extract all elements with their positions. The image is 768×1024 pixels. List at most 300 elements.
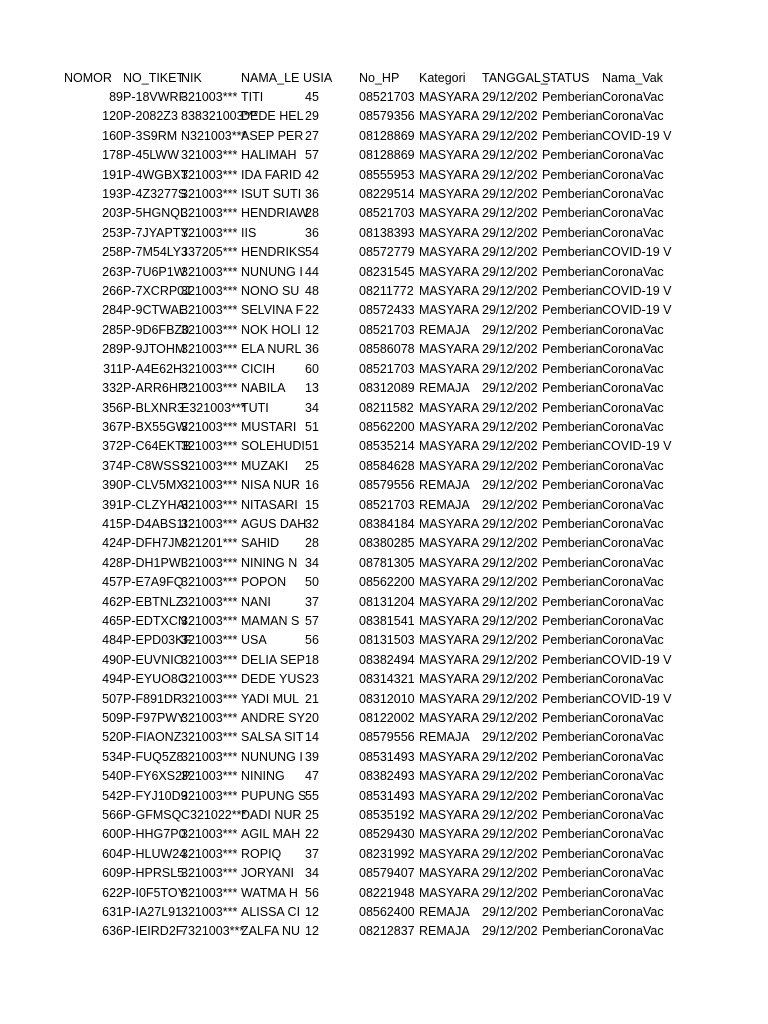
tanggal-cell[interactable]: 29/12/202 <box>482 905 538 920</box>
kategori-cell[interactable]: MASYARA <box>419 419 480 434</box>
status-cell[interactable]: Pemberian <box>542 419 603 434</box>
tanggal-cell[interactable]: 29/12/202 <box>482 924 538 939</box>
no-tiket-cell[interactable]: P-7JYAPTY <box>123 225 189 240</box>
no-tiket-cell[interactable]: P-GFMSQ <box>123 808 182 823</box>
column-header-nama-vaksin[interactable]: Nama_Vak <box>602 71 663 85</box>
nik-cell[interactable]: 321003*** <box>181 905 238 920</box>
usia-cell[interactable]: 34 <box>305 400 319 415</box>
no-hp-cell[interactable]: 08131204 <box>359 594 415 609</box>
tanggal-cell[interactable]: 29/12/202 <box>482 633 538 648</box>
nomor-cell[interactable]: 415 <box>102 516 123 531</box>
no-hp-cell[interactable]: 08312010 <box>359 691 415 706</box>
no-tiket-cell[interactable]: P-BLXNR3 <box>123 400 185 415</box>
nomor-cell[interactable]: 465 <box>102 613 123 628</box>
nomor-cell[interactable]: 89 <box>109 90 123 104</box>
column-header-no-hp[interactable]: No_HP <box>359 71 400 85</box>
nama-vaksin-cell[interactable]: CoronaVac <box>602 167 664 182</box>
tanggal-cell[interactable]: 29/12/202 <box>482 264 538 279</box>
nomor-cell[interactable]: 509 <box>102 711 123 725</box>
nama-vaksin-cell[interactable]: CoronaVac <box>602 381 664 396</box>
nama-vaksin-cell[interactable]: COVID-19 V <box>602 284 672 299</box>
status-cell[interactable]: Pemberian <box>542 109 603 124</box>
no-tiket-cell[interactable]: P-ARR6HP <box>123 381 187 396</box>
no-hp-cell[interactable]: 08128869 <box>359 128 415 143</box>
tanggal-cell[interactable]: 29/12/202 <box>482 516 538 531</box>
no-hp-cell[interactable]: 08138393 <box>359 225 415 240</box>
no-tiket-cell[interactable]: P-5HGNQL <box>123 206 187 221</box>
tanggal-cell[interactable]: 29/12/202 <box>482 245 538 260</box>
nama-cell[interactable]: POPON <box>241 575 287 590</box>
nama-cell[interactable]: DADI NUR <box>241 808 302 823</box>
kategori-cell[interactable]: MASYARA <box>419 187 480 202</box>
status-cell[interactable]: Pemberian <box>542 167 603 182</box>
usia-cell[interactable]: 28 <box>305 536 319 551</box>
nomor-cell[interactable]: 507 <box>102 691 123 706</box>
nama-vaksin-cell[interactable]: CoronaVac <box>602 536 664 551</box>
tanggal-cell[interactable]: 29/12/202 <box>482 672 538 687</box>
no-tiket-cell[interactable]: P-9JTOHM <box>123 342 186 357</box>
usia-cell[interactable]: 56 <box>305 633 319 648</box>
nama-cell[interactable]: TITI <box>241 90 264 104</box>
nama-vaksin-cell[interactable]: COVID-19 V <box>602 691 672 706</box>
no-hp-cell[interactable]: 08579356 <box>359 109 415 124</box>
nik-cell[interactable]: 838321003*** <box>181 109 259 124</box>
no-hp-cell[interactable]: 08562400 <box>359 905 415 920</box>
no-tiket-cell[interactable]: P-7XCRP0J <box>123 284 191 299</box>
nik-cell[interactable]: 321003*** <box>181 613 238 628</box>
nik-cell[interactable]: N321003*** <box>181 128 247 143</box>
column-header-tanggal[interactable]: TANGGAL_ <box>482 71 548 85</box>
nik-cell[interactable]: 321003*** <box>181 555 238 570</box>
tanggal-cell[interactable]: 29/12/202 <box>482 439 538 454</box>
nomor-cell[interactable]: 263 <box>102 264 123 279</box>
nomor-cell[interactable]: 258 <box>102 245 123 260</box>
usia-cell[interactable]: 37 <box>305 846 319 861</box>
nik-cell[interactable]: 321003*** <box>181 225 238 240</box>
nomor-cell[interactable]: 457 <box>102 575 123 590</box>
status-cell[interactable]: Pemberian <box>542 808 603 823</box>
nik-cell[interactable]: 321003*** <box>181 866 238 881</box>
kategori-cell[interactable]: MASYARA <box>419 167 480 182</box>
usia-cell[interactable]: 34 <box>305 555 319 570</box>
status-cell[interactable]: Pemberian <box>542 516 603 531</box>
kategori-cell[interactable]: MASYARA <box>419 691 480 706</box>
kategori-cell[interactable]: MASYARA <box>419 400 480 415</box>
no-tiket-cell[interactable]: P-4Z3277S <box>123 187 187 202</box>
tanggal-cell[interactable]: 29/12/202 <box>482 846 538 861</box>
nama-cell[interactable]: ROPIQ <box>241 846 282 861</box>
kategori-cell[interactable]: MASYARA <box>419 827 480 842</box>
nama-vaksin-cell[interactable]: CoronaVac <box>602 206 664 221</box>
nama-cell[interactable]: MUSTARI <box>241 419 297 434</box>
no-tiket-cell[interactable]: P-18VWRF <box>123 90 187 104</box>
usia-cell[interactable]: 37 <box>305 594 319 609</box>
nama-cell[interactable]: ANDRE SY <box>241 711 305 725</box>
nama-cell[interactable]: MUZAKI <box>241 458 289 473</box>
no-hp-cell[interactable]: 08562200 <box>359 419 415 434</box>
no-hp-cell[interactable]: 08572433 <box>359 303 415 318</box>
no-tiket-cell[interactable]: P-D4ABS1I <box>123 516 187 531</box>
usia-cell[interactable]: 23 <box>305 672 319 687</box>
usia-cell[interactable]: 32 <box>305 516 319 531</box>
nama-cell[interactable]: USA <box>241 633 267 648</box>
nama-vaksin-cell[interactable]: CoronaVac <box>602 109 664 124</box>
tanggal-cell[interactable]: 29/12/202 <box>482 652 538 667</box>
kategori-cell[interactable]: REMAJA <box>419 497 470 512</box>
nomor-cell[interactable]: 289 <box>102 342 123 357</box>
status-cell[interactable]: Pemberian <box>542 613 603 628</box>
no-tiket-cell[interactable]: P-BX55GW <box>123 419 188 434</box>
status-cell[interactable]: Pemberian <box>542 769 603 784</box>
nama-cell[interactable]: NANI <box>241 594 271 609</box>
kategori-cell[interactable]: MASYARA <box>419 128 480 143</box>
kategori-cell[interactable]: MASYARA <box>419 808 480 823</box>
no-tiket-cell[interactable]: P-HPRSL5 <box>123 866 185 881</box>
nama-vaksin-cell[interactable]: CoronaVac <box>602 749 664 764</box>
tanggal-cell[interactable]: 29/12/202 <box>482 808 538 823</box>
tanggal-cell[interactable]: 29/12/202 <box>482 827 538 842</box>
tanggal-cell[interactable]: 29/12/202 <box>482 866 538 881</box>
usia-cell[interactable]: 55 <box>305 788 319 803</box>
nama-vaksin-cell[interactable]: CoronaVac <box>602 555 664 570</box>
tanggal-cell[interactable]: 29/12/202 <box>482 555 538 570</box>
nomor-cell[interactable]: 390 <box>102 478 123 493</box>
no-tiket-cell[interactable]: P-7M54LYJ <box>123 245 188 260</box>
no-hp-cell[interactable]: 08562200 <box>359 575 415 590</box>
usia-cell[interactable]: 54 <box>305 245 319 260</box>
usia-cell[interactable]: 25 <box>305 458 319 473</box>
usia-cell[interactable]: 57 <box>305 148 319 163</box>
nik-cell[interactable]: 321003*** <box>181 303 238 318</box>
nik-cell[interactable]: 321201*** <box>181 536 238 551</box>
nomor-cell[interactable]: 203 <box>102 206 123 221</box>
nik-cell[interactable]: 321003*** <box>181 672 238 687</box>
nomor-cell[interactable]: 374 <box>102 458 123 473</box>
kategori-cell[interactable]: MASYARA <box>419 711 480 725</box>
status-cell[interactable]: Pemberian <box>542 788 603 803</box>
status-cell[interactable]: Pemberian <box>542 148 603 163</box>
column-header-usia[interactable]: USIA <box>303 71 333 85</box>
nomor-cell[interactable]: 494 <box>102 672 123 687</box>
tanggal-cell[interactable]: 29/12/202 <box>482 284 538 299</box>
nama-vaksin-cell[interactable]: CoronaVac <box>602 711 664 725</box>
nama-cell[interactable]: NISA NUR <box>241 478 301 493</box>
no-tiket-cell[interactable]: P-DFH7JM <box>123 536 185 551</box>
nama-cell[interactable]: IDA FARID <box>241 167 302 182</box>
nama-vaksin-cell[interactable]: CoronaVac <box>602 516 664 531</box>
tanggal-cell[interactable]: 29/12/202 <box>482 342 538 357</box>
nomor-cell[interactable]: 540 <box>102 769 123 784</box>
kategori-cell[interactable]: MASYARA <box>419 225 480 240</box>
no-hp-cell[interactable]: 08521703 <box>359 206 415 221</box>
nik-cell[interactable]: 321003*** <box>181 633 238 648</box>
nomor-cell[interactable]: 484 <box>102 633 123 648</box>
nama-vaksin-cell[interactable]: CoronaVac <box>602 905 664 920</box>
usia-cell[interactable]: 15 <box>305 497 319 512</box>
nik-cell[interactable]: 321003*** <box>181 458 238 473</box>
status-cell[interactable]: Pemberian <box>542 381 603 396</box>
status-cell[interactable]: Pemberian <box>542 400 603 415</box>
nomor-cell[interactable]: 311 <box>103 361 123 376</box>
kategori-cell[interactable]: MASYARA <box>419 284 480 299</box>
nik-cell[interactable]: 321003*** <box>181 497 238 512</box>
status-cell[interactable]: Pemberian <box>542 497 603 512</box>
no-tiket-cell[interactable]: P-CLV5MX <box>123 478 185 493</box>
usia-cell[interactable]: 45 <box>305 90 319 104</box>
kategori-cell[interactable]: MASYARA <box>419 206 480 221</box>
nomor-cell[interactable]: 424 <box>102 536 123 551</box>
status-cell[interactable]: Pemberian <box>542 555 603 570</box>
nik-cell[interactable]: 321003*** <box>181 419 238 434</box>
no-hp-cell[interactable]: 08584628 <box>359 458 415 473</box>
usia-cell[interactable]: 14 <box>305 730 319 745</box>
no-tiket-cell[interactable]: P-EUVNIO <box>123 652 184 667</box>
nomor-cell[interactable]: 191 <box>102 167 123 182</box>
kategori-cell[interactable]: MASYARA <box>419 536 480 551</box>
kategori-cell[interactable]: MASYARA <box>419 594 480 609</box>
nomor-cell[interactable]: 542 <box>102 788 123 803</box>
nama-vaksin-cell[interactable]: CoronaVac <box>602 730 664 745</box>
nik-cell[interactable]: 337205*** <box>181 245 238 260</box>
kategori-cell[interactable]: MASYARA <box>419 516 480 531</box>
no-tiket-cell[interactable]: P-HHG7P0 <box>123 827 186 842</box>
nik-cell[interactable]: 321003*** <box>181 381 238 396</box>
column-header-kategori[interactable]: Kategori <box>419 71 466 85</box>
usia-cell[interactable]: 42 <box>305 167 319 182</box>
nama-vaksin-cell[interactable]: CoronaVac <box>602 419 664 434</box>
no-tiket-cell[interactable]: P-IEIRD2F <box>123 924 184 939</box>
nomor-cell[interactable]: 266 <box>102 284 123 299</box>
usia-cell[interactable]: 36 <box>305 225 319 240</box>
no-hp-cell[interactable]: 08382494 <box>359 652 415 667</box>
nik-cell[interactable]: 321003*** <box>181 167 238 182</box>
kategori-cell[interactable]: MASYARA <box>419 303 480 318</box>
usia-cell[interactable]: 48 <box>305 284 319 299</box>
nama-vaksin-cell[interactable]: COVID-19 V <box>602 652 672 667</box>
nomor-cell[interactable]: 520 <box>102 730 123 745</box>
nomor-cell[interactable]: 604 <box>102 846 123 861</box>
usia-cell[interactable]: 16 <box>305 478 319 493</box>
status-cell[interactable]: Pemberian <box>542 652 603 667</box>
status-cell[interactable]: Pemberian <box>542 458 603 473</box>
status-cell[interactable]: Pemberian <box>542 206 603 221</box>
no-tiket-cell[interactable]: P-E7A9FQ <box>123 575 184 590</box>
nama-vaksin-cell[interactable]: CoronaVac <box>602 187 664 202</box>
status-cell[interactable]: Pemberian <box>542 361 603 376</box>
kategori-cell[interactable]: MASYARA <box>419 866 480 881</box>
nama-vaksin-cell[interactable]: CoronaVac <box>602 264 664 279</box>
nama-cell[interactable]: SAHID <box>241 536 280 551</box>
nomor-cell[interactable]: 372 <box>102 439 123 454</box>
nik-cell[interactable]: 321003*** <box>181 516 238 531</box>
usia-cell[interactable]: 51 <box>305 439 319 454</box>
status-cell[interactable]: Pemberian <box>542 594 603 609</box>
status-cell[interactable]: Pemberian <box>542 924 603 939</box>
status-cell[interactable]: Pemberian <box>542 536 603 551</box>
nama-vaksin-cell[interactable]: CoronaVac <box>602 885 664 900</box>
nik-cell[interactable]: 321003*** <box>181 711 238 725</box>
nama-vaksin-cell[interactable]: CoronaVac <box>602 769 664 784</box>
nama-vaksin-cell[interactable]: CoronaVac <box>602 594 664 609</box>
kategori-cell[interactable]: MASYARA <box>419 264 480 279</box>
nama-cell[interactable]: NABILA <box>241 381 286 396</box>
nama-cell[interactable]: IIS <box>241 225 257 240</box>
no-tiket-cell[interactable]: P-EPD03KF <box>123 633 192 648</box>
usia-cell[interactable]: 21 <box>305 691 319 706</box>
no-tiket-cell[interactable]: P-I0F5TOY <box>123 885 186 900</box>
nik-cell[interactable]: 321003*** <box>181 284 238 299</box>
status-cell[interactable]: Pemberian <box>542 672 603 687</box>
no-tiket-cell[interactable]: P-EYUO8C <box>123 672 187 687</box>
nama-cell[interactable]: JORYANI <box>241 866 295 881</box>
usia-cell[interactable]: 36 <box>305 187 319 202</box>
tanggal-cell[interactable]: 29/12/202 <box>482 478 538 493</box>
no-hp-cell[interactable]: 08211582 <box>359 400 414 415</box>
no-hp-cell[interactable]: 08579556 <box>359 478 415 493</box>
column-header-status[interactable]: STATUS <box>542 71 590 85</box>
kategori-cell[interactable]: MASYARA <box>419 613 480 628</box>
nama-cell[interactable]: DEDE YUS <box>241 672 305 687</box>
status-cell[interactable]: Pemberian <box>542 691 603 706</box>
tanggal-cell[interactable]: 29/12/202 <box>482 381 538 396</box>
usia-cell[interactable]: 28 <box>305 206 319 221</box>
nama-vaksin-cell[interactable]: CoronaVac <box>602 866 664 881</box>
status-cell[interactable]: Pemberian <box>542 245 603 260</box>
tanggal-cell[interactable]: 29/12/202 <box>482 613 538 628</box>
usia-cell[interactable]: 36 <box>305 342 319 357</box>
nomor-cell[interactable]: 160 <box>102 128 123 143</box>
nik-cell[interactable]: 321003*** <box>181 730 238 745</box>
no-hp-cell[interactable]: 08531493 <box>359 749 415 764</box>
nik-cell[interactable]: 321003*** <box>181 148 238 163</box>
nama-vaksin-cell[interactable]: CoronaVac <box>602 342 664 357</box>
tanggal-cell[interactable]: 29/12/202 <box>482 730 538 745</box>
no-hp-cell[interactable]: 08231545 <box>359 264 415 279</box>
tanggal-cell[interactable]: 29/12/202 <box>482 148 538 163</box>
usia-cell[interactable]: 12 <box>305 924 319 939</box>
usia-cell[interactable]: 22 <box>305 303 319 318</box>
status-cell[interactable]: Pemberian <box>542 575 603 590</box>
no-hp-cell[interactable]: 08531493 <box>359 788 415 803</box>
no-hp-cell[interactable]: 08131503 <box>359 633 415 648</box>
nik-cell[interactable]: 321003*** <box>181 322 238 337</box>
tanggal-cell[interactable]: 29/12/202 <box>482 788 538 803</box>
nama-vaksin-cell[interactable]: COVID-19 V <box>602 128 672 143</box>
tanggal-cell[interactable]: 29/12/202 <box>482 769 538 784</box>
nomor-cell[interactable]: 285 <box>102 322 123 337</box>
no-hp-cell[interactable]: 08521703 <box>359 322 415 337</box>
status-cell[interactable]: Pemberian <box>542 866 603 881</box>
usia-cell[interactable]: 29 <box>305 109 319 124</box>
nomor-cell[interactable]: 636 <box>102 924 123 939</box>
nik-cell[interactable]: 321003*** <box>181 594 238 609</box>
usia-cell[interactable]: 57 <box>305 613 319 628</box>
nama-cell[interactable]: HENDRIKS <box>241 245 306 260</box>
nama-cell[interactable]: SOLEHUDI <box>241 439 305 454</box>
nik-cell[interactable]: 321003*** <box>181 342 238 357</box>
kategori-cell[interactable]: MASYARA <box>419 749 480 764</box>
nama-cell[interactable]: YADI MUL <box>241 691 300 706</box>
nama-cell[interactable]: NINING <box>241 769 285 784</box>
nik-cell[interactable]: 321003*** <box>181 691 238 706</box>
nama-vaksin-cell[interactable]: CoronaVac <box>602 924 664 939</box>
tanggal-cell[interactable]: 29/12/202 <box>482 225 538 240</box>
status-cell[interactable]: Pemberian <box>542 264 603 279</box>
no-hp-cell[interactable]: 08212837 <box>359 924 415 939</box>
nama-cell[interactable]: SALSA SIT <box>241 730 304 745</box>
tanggal-cell[interactable]: 29/12/202 <box>482 90 538 104</box>
no-tiket-cell[interactable]: P-45LWW <box>123 148 180 163</box>
status-cell[interactable]: Pemberian <box>542 711 603 725</box>
no-hp-cell[interactable]: 08535214 <box>359 439 415 454</box>
nama-cell[interactable]: ISUT SUTI <box>241 187 302 202</box>
no-hp-cell[interactable]: 08586078 <box>359 342 415 357</box>
nama-cell[interactable]: DELIA SEP <box>241 652 305 667</box>
kategori-cell[interactable]: REMAJA <box>419 381 470 396</box>
no-hp-cell[interactable]: 08579407 <box>359 866 415 881</box>
tanggal-cell[interactable]: 29/12/202 <box>482 206 538 221</box>
kategori-cell[interactable]: MASYARA <box>419 555 480 570</box>
no-hp-cell[interactable]: 08312089 <box>359 381 415 396</box>
tanggal-cell[interactable]: 29/12/202 <box>482 749 538 764</box>
status-cell[interactable]: Pemberian <box>542 827 603 842</box>
status-cell[interactable]: Pemberian <box>542 284 603 299</box>
tanggal-cell[interactable]: 29/12/202 <box>482 303 538 318</box>
no-hp-cell[interactable]: 08521703 <box>359 90 415 104</box>
kategori-cell[interactable]: REMAJA <box>419 730 470 745</box>
nik-cell[interactable]: C321022*** <box>181 808 247 823</box>
no-hp-cell[interactable]: 08572779 <box>359 245 415 260</box>
kategori-cell[interactable]: REMAJA <box>419 905 470 920</box>
no-hp-cell[interactable]: 08128869 <box>359 148 415 163</box>
nik-cell[interactable]: 321003*** <box>181 361 238 376</box>
usia-cell[interactable]: 50 <box>305 575 319 590</box>
kategori-cell[interactable]: MASYARA <box>419 575 480 590</box>
nama-vaksin-cell[interactable]: CoronaVac <box>602 846 664 861</box>
nik-cell[interactable]: 321003*** <box>181 206 238 221</box>
nama-cell[interactable]: TUTI <box>241 400 269 415</box>
nama-cell[interactable]: ASEP PER <box>241 128 304 143</box>
nama-cell[interactable]: NINING N <box>241 555 298 570</box>
nama-cell[interactable]: SELVINA F <box>241 303 304 318</box>
column-header-no-tiket[interactable]: NO_TIKET <box>123 71 185 85</box>
nomor-cell[interactable]: 332 <box>102 381 123 396</box>
nama-cell[interactable]: NONO SU <box>241 284 300 299</box>
no-tiket-cell[interactable]: P-EDTXCN <box>123 613 187 628</box>
nomor-cell[interactable]: 356 <box>102 400 123 415</box>
nama-cell[interactable]: NOK HOLI <box>241 322 301 337</box>
nomor-cell[interactable]: 178 <box>102 148 123 163</box>
status-cell[interactable]: Pemberian <box>542 90 603 104</box>
tanggal-cell[interactable]: 29/12/202 <box>482 400 538 415</box>
nama-cell[interactable]: ELA NURL <box>241 342 302 357</box>
status-cell[interactable]: Pemberian <box>542 478 603 493</box>
kategori-cell[interactable]: MASYARA <box>419 439 480 454</box>
kategori-cell[interactable]: MASYARA <box>419 788 480 803</box>
kategori-cell[interactable]: MASYARA <box>419 361 480 376</box>
usia-cell[interactable]: 12 <box>305 905 319 920</box>
nama-vaksin-cell[interactable]: COVID-19 V <box>602 245 672 260</box>
nama-cell[interactable]: ALISSA CI <box>241 905 301 920</box>
no-hp-cell[interactable]: 08555953 <box>359 167 415 182</box>
kategori-cell[interactable]: MASYARA <box>419 846 480 861</box>
nama-cell[interactable]: DEDE HEL <box>241 109 304 124</box>
status-cell[interactable]: Pemberian <box>542 439 603 454</box>
kategori-cell[interactable]: MASYARA <box>419 245 480 260</box>
no-tiket-cell[interactable]: P-DH1PWI <box>123 555 185 570</box>
no-tiket-cell[interactable]: P-7U6P1W <box>123 264 186 279</box>
nama-cell[interactable]: PUPUNG S <box>241 788 307 803</box>
